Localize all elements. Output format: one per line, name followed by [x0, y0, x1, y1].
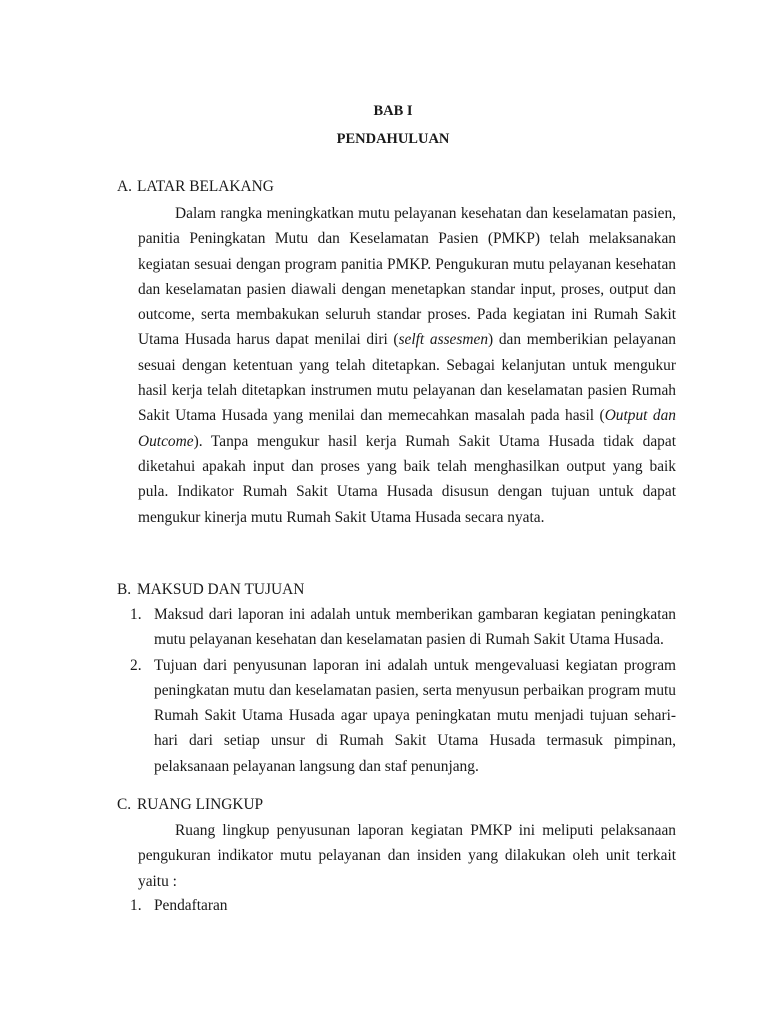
list-item-number: 1. — [130, 897, 142, 914]
section-b-title: MAKSUD DAN TUJUAN — [137, 581, 305, 598]
list-item — [130, 893, 676, 918]
section-c-letter: C. — [117, 796, 132, 813]
section-a-title: LATAR BELAKANG — [137, 178, 274, 195]
section-b-list — [130, 602, 676, 779]
section-c-paragraph: Ruang lingkup penyusunan laporan kegiatan PMKP ini meliputi pelaksanaan pengukuran indikator mutu pelayanan dan insiden yang dilakukan oleh unit terkait yaitu : — [138, 822, 676, 890]
section-b-heading — [117, 581, 304, 599]
paragraph-text: Dalam rangka meningkatkan mutu pelayanan kesehatan dan keselamatan pasien, panitia Peningkatan Mutu dan Keselamatan Pasien (PMKP) telah melaksanakan kegiatan sesuai dengan program panitia PMKP. Pengukuran mutu pelayanan kesehatan dan keselamatan pasien diawali dengan menetapkan standar input, proses, output dan outcome, serta membakukan seluruh standar proses. Pada kegiatan ini Rumah Sakit Utama Husada harus dapat menilai diri ( — [138, 205, 676, 349]
list-item-number: 1. — [130, 606, 142, 623]
section-c-body — [138, 818, 676, 894]
list-item-text: Pendaftaran — [154, 897, 228, 914]
paragraph-text: ) dan memberikian pelayanan sesuai dengan ketentuan yang telah ditetapkan. Sebagai kelanjutan untuk mengukur hasil kerja telah ditetapkan instrumen mutu pelayanan dan keselamatan pasien Rumah Sakit Utama Husada yang menilai dan memecahkan masalah pada hasil ( — [138, 331, 676, 425]
paragraph-text: ). Tanpa mengukur hasil kerja Rumah Sakit Utama Husada tidak dapat diketahui apakah input dan proses yang baik telah menghasilkan output yang baik pula. Indikator Rumah Sakit Utama Husada disusun dengan tujuan untuk dapat mengukur kinerja mutu Rumah Sakit Utama Husada secara nyata. — [138, 432, 676, 526]
list-item — [130, 602, 676, 653]
section-c-list — [130, 893, 676, 918]
list-item-number: 2. — [130, 656, 142, 674]
section-c-title: RUANG LINGKUP — [137, 796, 264, 813]
section-a-paragraph — [138, 201, 676, 530]
section-b-letter: B. — [117, 581, 132, 598]
chapter-title: PENDAHULUAN — [336, 131, 450, 147]
paragraph-italic-text: Output dan Outcome — [138, 407, 676, 450]
section-a-body — [138, 201, 676, 530]
list-item-text: Maksud dari laporan ini adalah untuk memberikan gambaran kegiatan peningkatan mutu pelayanan kesehatan dan keselamatan pasien di Rumah Sakit Utama Husada. — [154, 606, 676, 649]
list-item — [130, 653, 676, 779]
chapter-label: BAB I — [373, 103, 413, 119]
section-a-letter: A. — [117, 178, 132, 195]
section-a-heading — [117, 178, 274, 196]
paragraph-italic-text: selft assesmen — [398, 331, 489, 349]
section-c-heading — [117, 796, 263, 814]
list-item-text: Tujuan dari penyusunan laporan ini adalah untuk mengevaluasi kegiatan program peningkatan mutu dan keselamatan pasien, serta menyusun perbaikan program mutu Rumah Sakit Utama Husada agar upaya peningkatan mutu menjadi tujuan sehari-hari dari setiap unsur di Rumah Sakit Utama Husada termasuk pimpinan, pelaksanaan pelayanan langsung dan staf penunjang. — [154, 656, 676, 775]
